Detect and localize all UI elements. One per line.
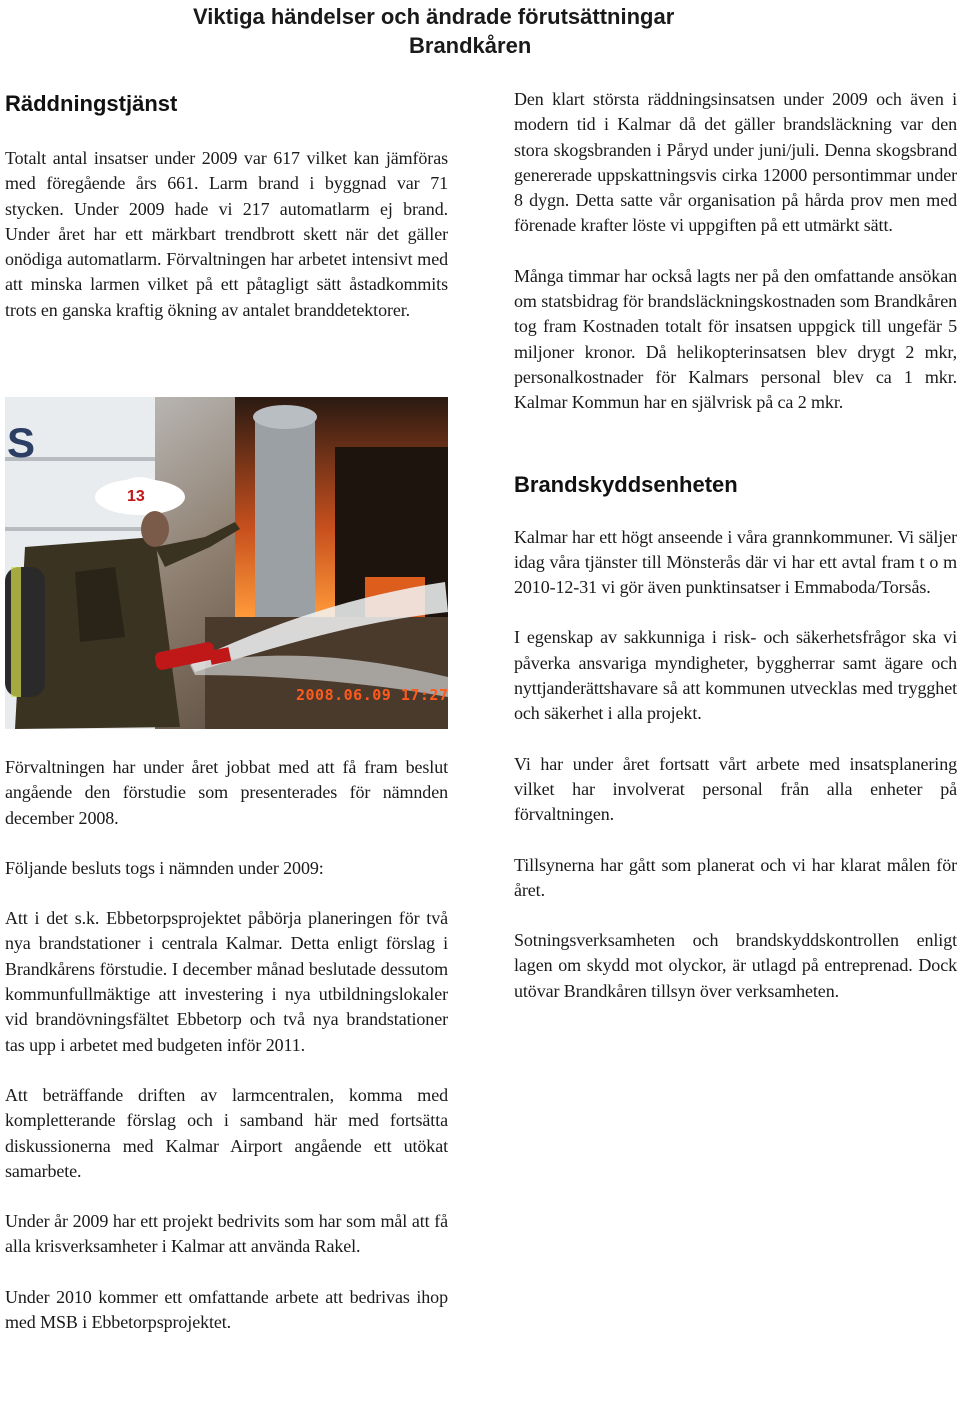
paragraph-ebbetorp: Att i det s.k. Ebbetorpsprojektet påbörja planeringen för två nya brandstationer i centrala Kalmar. Detta enligt förslag i Brandkårens förstudie. I december månad beslutade dessutom kommunfullmäktige att investering i nya utbildningslokaler vid brandövningsfältet Ebbetorp och två nya brandstationer tas upp i arbetet med budgeten inför 2011. bbox=[5, 908, 448, 1055]
paragraph-beslut-intro: Följande besluts togs i nämnden under 2009: bbox=[5, 857, 324, 878]
paragraph-skogsbrand: Den klart största räddningsinsatsen under 2009 och även i modern tid i Kalmar då det gäller brandsläckning var den stora skogsbranden i Påryd under juni/juli. Denna skogsbrand genererade uppskattningsvis cirka 12000 persontimmar under 8 dygn. Detta satte vår organisation på hårda prov men med förenade krafter löste vi uppgiften på ett utmärkt sätt. bbox=[514, 89, 957, 236]
helmet-number: 13 bbox=[127, 488, 145, 505]
section-heading-brandskyddsenheten: Brandskyddsenheten bbox=[514, 471, 738, 497]
paragraph-forstudie: Förvaltningen har under året jobbat med att få fram beslut angående den förstudie som presenterades för nämnden december 2008. bbox=[5, 757, 448, 828]
title-line-1: Viktiga händelser och ändrade förutsättningar bbox=[193, 4, 675, 29]
left-column-top bbox=[5, 89, 448, 323]
paragraph-grannkommuner: Kalmar har ett högt anseende i våra grannkommuner. Vi säljer idag våra tjänster till Mönsterås där vi har ett avtal fram t o m 2010-12-31 vi gör även punktinsatser i Emmaboda/Torsås. bbox=[514, 526, 957, 598]
firefighter-photo bbox=[5, 397, 448, 729]
left-column-bottom bbox=[5, 755, 448, 1335]
right-column bbox=[514, 87, 957, 1004]
paragraph-msb: Under 2010 kommer ett omfattande arbete att bedrivas ihop med MSB i Ebbetorpsprojektet. bbox=[5, 1286, 448, 1333]
paragraph-sotning: Sotningsverksamheten och brandskyddskontrollen enligt lagen om skydd mot olyckor, är utlagd på entreprenad. Dock utövar Brandkåren tillsyn över verksamheten. bbox=[514, 930, 957, 1001]
paragraph-sakkunniga: I egenskap av sakkunniga i risk- och säkerhetsfrågor ska vi påverka ansvariga myndigheter, byggherrar samt ägare och nyttjanderättshavare så att kommunen utvecklas med trygghet och säkerhet i alla projekt. bbox=[514, 627, 957, 724]
photo-timestamp: 2008.06.09 17:27 bbox=[296, 686, 449, 704]
title-line-2: Brandkåren bbox=[409, 33, 532, 58]
firefighter-illustration bbox=[5, 397, 448, 729]
paragraph-statsbidrag: Många timmar har också lagts ner på den omfattande ansökan om statsbidrag för brandsläckningskostnaden som Brandkåren tog fram Kostnaden totalt för insatsen uppgick till ungefär 5 miljoner kronor. Då helikopterinsatsen blev drygt 2 mkr, personalkostnader för Kalmars personal blev ca 1 mkr. Kalmar Kommun har en självrisk på ca 2 mkr. bbox=[514, 265, 957, 413]
svg-text:S: S bbox=[7, 419, 36, 466]
paragraph-insatsplanering: Vi har under året fortsatt vårt arbete med insatsplanering vilket har involverat personal från alla enheter på förvaltningen. bbox=[514, 753, 957, 825]
paragraph-larmcentral: Att beträffande driften av larmcentralen, komma med kompletterande förslag och i samband här med fortsätta diskussionerna med Kalmar Airport angående ett utökat samarbete. bbox=[5, 1084, 448, 1181]
paragraph-rakel: Under år 2009 har ett projekt bedrivits som har som mål att få alla krisverksamheter i Kalmar att använda Rakel. bbox=[5, 1211, 448, 1257]
paragraph-insatser: Totalt antal insatser under 2009 var 617 vilket kan jämföras med föregående års 661. Larm brand i byggnad var 71 stycken. Under 2009 hade vi 217 automatlarm ej brand. Under året har ett märkbart trendbrott skett när det gäller onödiga automatlarm. Förvaltningen har arbetet intensivt med att minska larmen vilket på ett påtagligt sätt åstadkommits trots en ganska kraftig ökning av antalet branddetektorer. bbox=[5, 148, 448, 320]
section-heading-raddningstjanst: Räddningstjänst bbox=[5, 91, 178, 116]
paragraph-tillsyner: Tillsynerna har gått som planerat och vi har klarat målen för året. bbox=[514, 854, 957, 900]
